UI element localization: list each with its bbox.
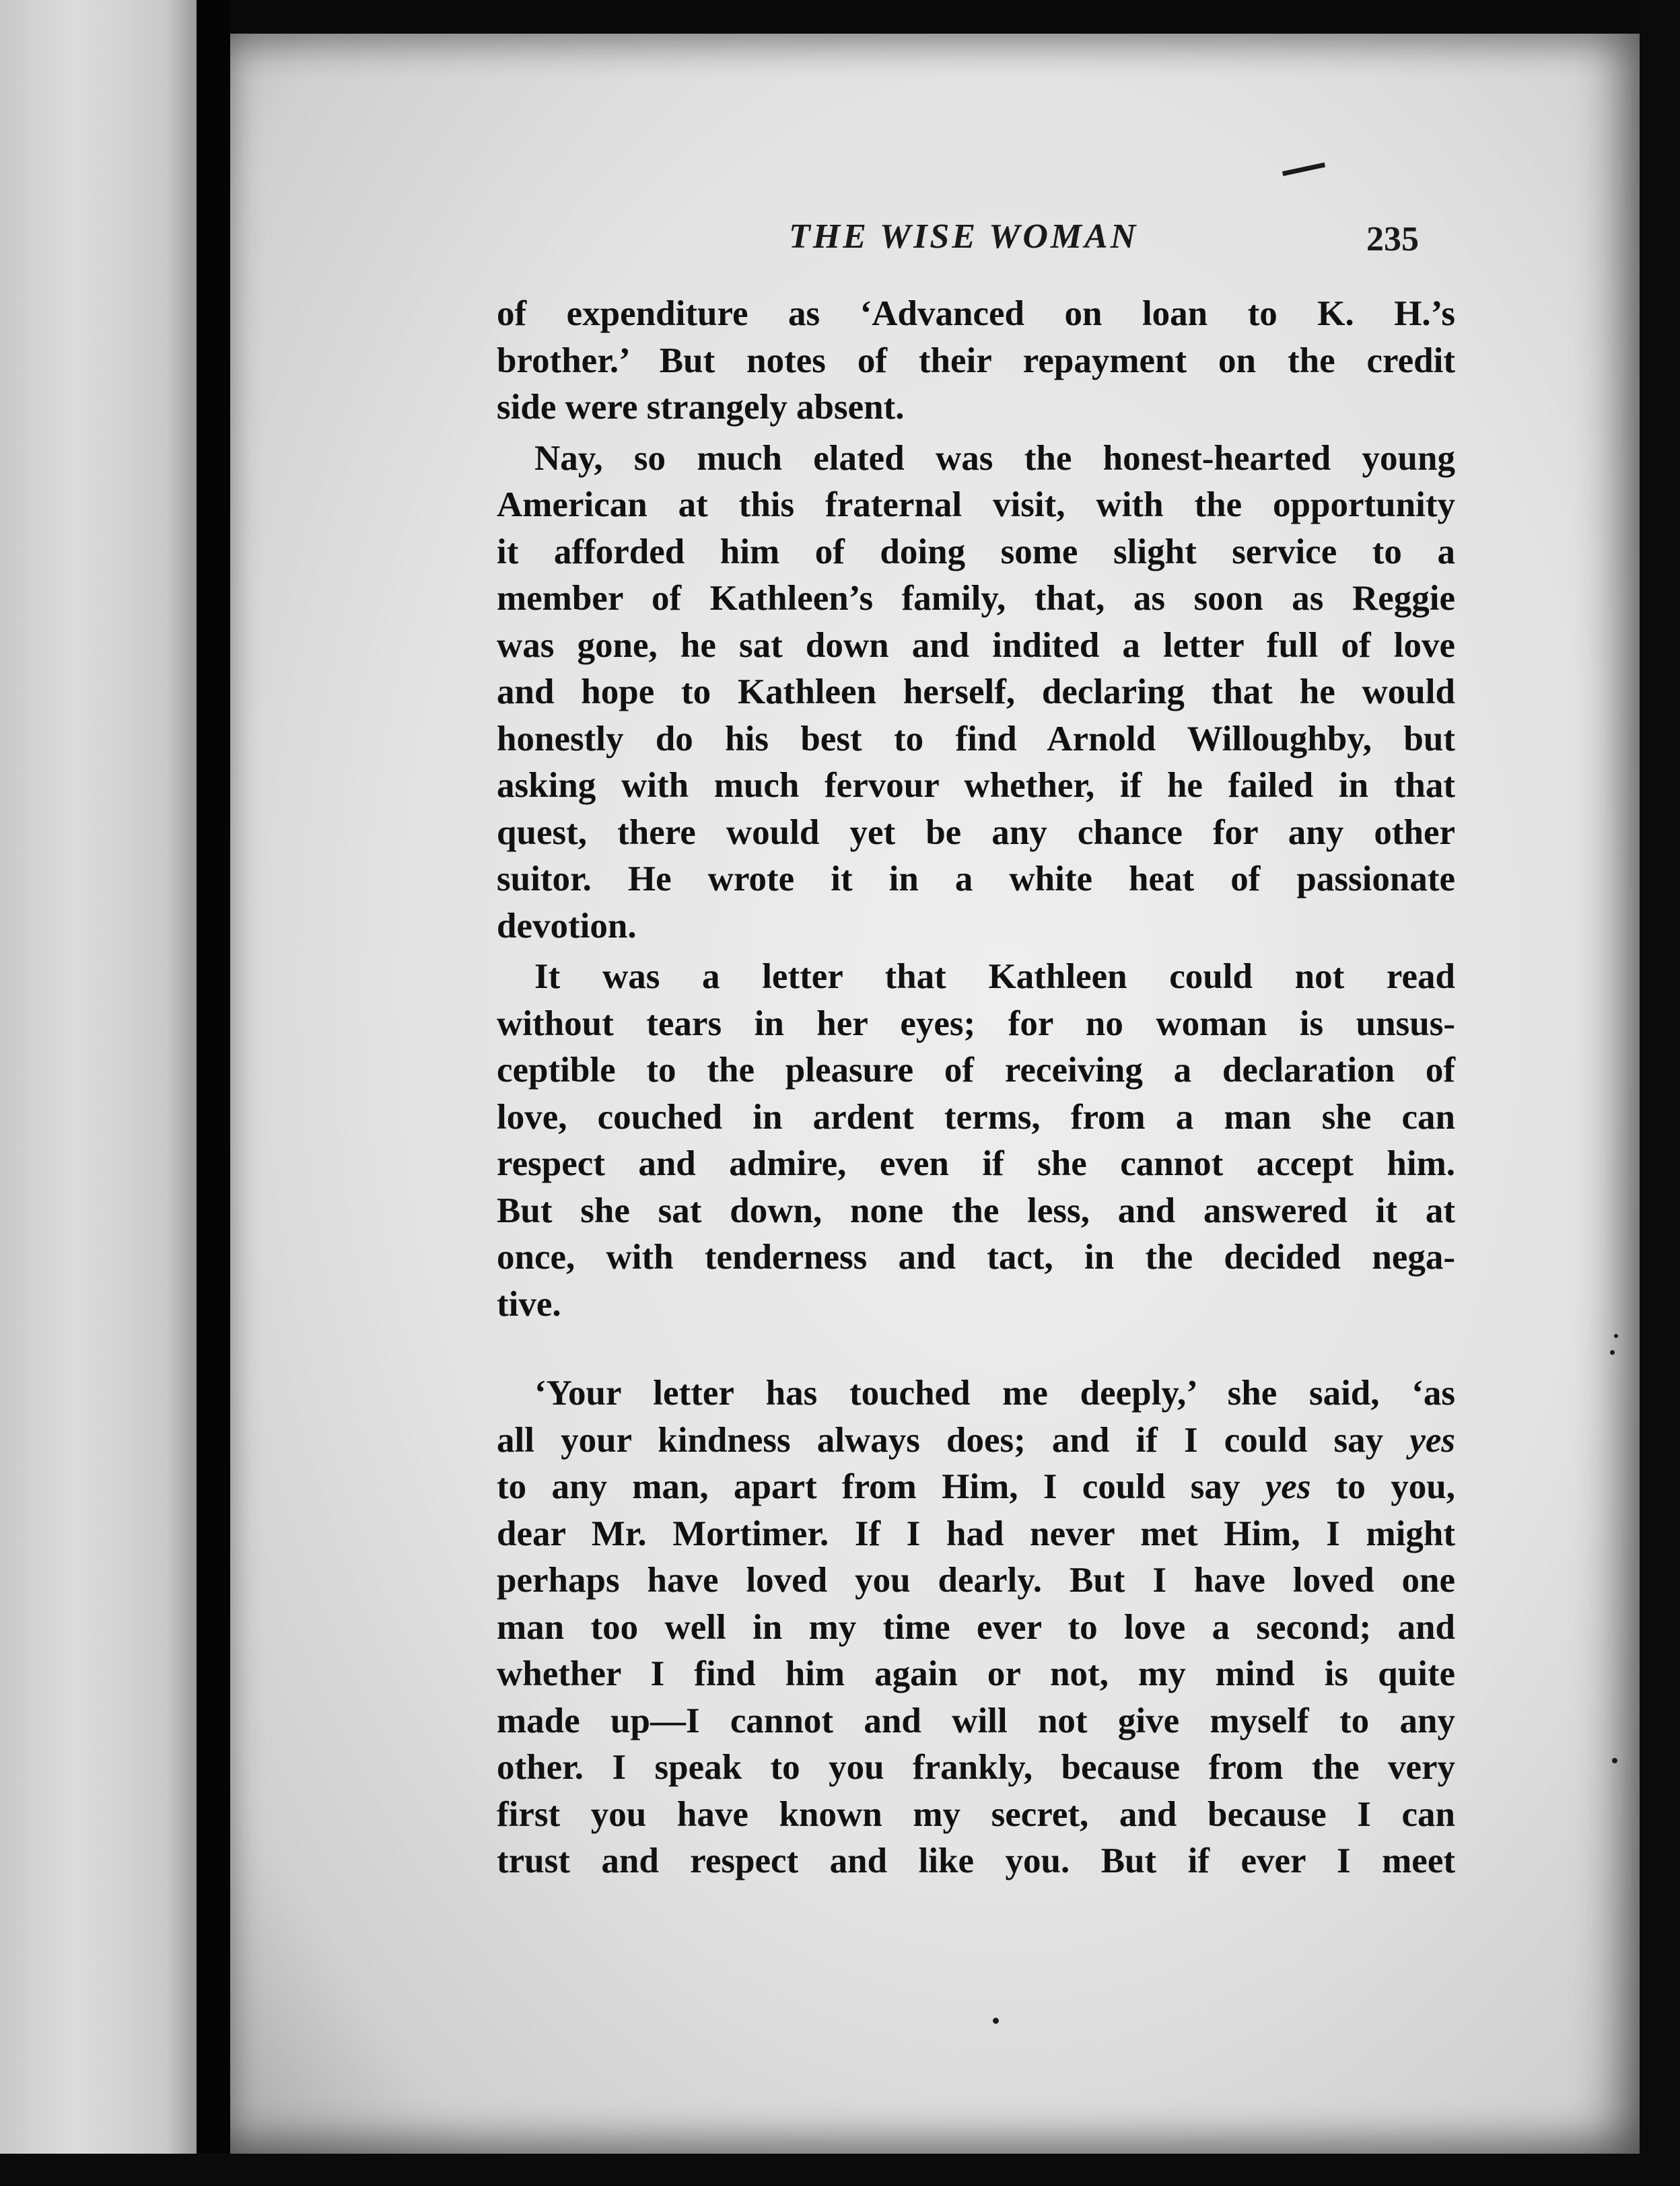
scan-border-bottom: [0, 2154, 1680, 2186]
text-line: first you have known my secret, and because I can: [497, 1794, 1455, 1834]
running-header: [485, 217, 1467, 271]
text-line: and hope to Kathleen herself, declaring that he would: [497, 672, 1455, 711]
scan-border-right: [1640, 0, 1680, 2186]
text-line: love, couched in ardent terms, from a man she can: [497, 1097, 1455, 1137]
text-line: once, with tenderness and tact, in the decided nega-: [497, 1238, 1455, 1277]
text-line: trust and respect and like you. But if ever I meet: [497, 1841, 1455, 1880]
scan-speck: [1612, 1758, 1617, 1763]
section-gap: [497, 1328, 1455, 1370]
scan-speck: [1610, 1350, 1615, 1355]
text-line: man too well in my time ever to love a second; and: [497, 1607, 1455, 1647]
text-line: devotion.: [497, 906, 637, 946]
text-line: of expenditure as ‘Advanced on loan to K. H.’s: [497, 294, 1455, 333]
text-line: member of Kathleen’s family, that, as soon as Reggie: [497, 579, 1455, 618]
text-line: other. I speak to you frankly, because from the very: [497, 1748, 1455, 1787]
text-line: quest, there would yet be any chance for any other: [497, 812, 1455, 852]
text-line: dear Mr. Mortimer. If I had never met Him, I might: [497, 1514, 1455, 1553]
text-line: respect and admire, even if she cannot accept him.: [497, 1144, 1455, 1183]
text-line: whether I find him again or not, my mind is quite: [497, 1654, 1455, 1693]
text-line: perhaps have loved you dearly. But I have loved one: [497, 1561, 1455, 1600]
text-line: [497, 1464, 1455, 1511]
text-line: [497, 1417, 1455, 1465]
text-line: honestly do his best to find Arnold Willoughby, but: [497, 719, 1455, 759]
page-number: 235: [1366, 220, 1419, 258]
emphasis-yes: yes: [1265, 1467, 1311, 1506]
text-line: But she sat down, none the less, and answered it at: [497, 1191, 1455, 1230]
facing-page-edge: [0, 0, 197, 2186]
text-line: Nay, so much elated was the honest-hearted young: [534, 438, 1455, 478]
text-line: side were strangely absent.: [497, 388, 905, 427]
running-title: THE WISE WOMAN: [789, 217, 1139, 256]
book-gutter: [197, 0, 230, 2186]
scan-speck: [1614, 1334, 1618, 1338]
text-line: it afforded him of doing some slight service to a: [497, 532, 1455, 571]
text-run: all your kindness always does; and if I could say: [497, 1420, 1384, 1460]
text-line: tive.: [497, 1284, 561, 1324]
text-line: was gone, he sat down and indited a letter full of love: [497, 625, 1455, 665]
text-line: ceptible to the pleasure of receiving a declaration of: [497, 1051, 1455, 1090]
text-line: American at this fraternal visit, with the opportunity: [497, 485, 1455, 524]
text-line: brother.’ But notes of their repayment on the credit: [497, 341, 1455, 380]
text-line: ‘Your letter has touched me deeply,’ she said, ‘as: [534, 1374, 1455, 1413]
scan-speck: [993, 2018, 999, 2024]
text-line: asking with much fervour whether, if he failed in that: [497, 766, 1455, 805]
text-line: suitor. He wrote it in a white heat of passionate: [497, 859, 1455, 898]
body-text: [497, 291, 1455, 1885]
text-line: without tears in her eyes; for no woman is unsus-: [497, 1003, 1455, 1043]
text-line: It was a letter that Kathleen could not read: [534, 957, 1455, 996]
text-line: made up—I cannot and will not give myself to any: [497, 1701, 1455, 1740]
emphasis-yes: yes: [1409, 1420, 1455, 1460]
text-run: to any man, apart from Him, I could say: [497, 1467, 1240, 1506]
text-run: to you,: [1335, 1467, 1455, 1506]
